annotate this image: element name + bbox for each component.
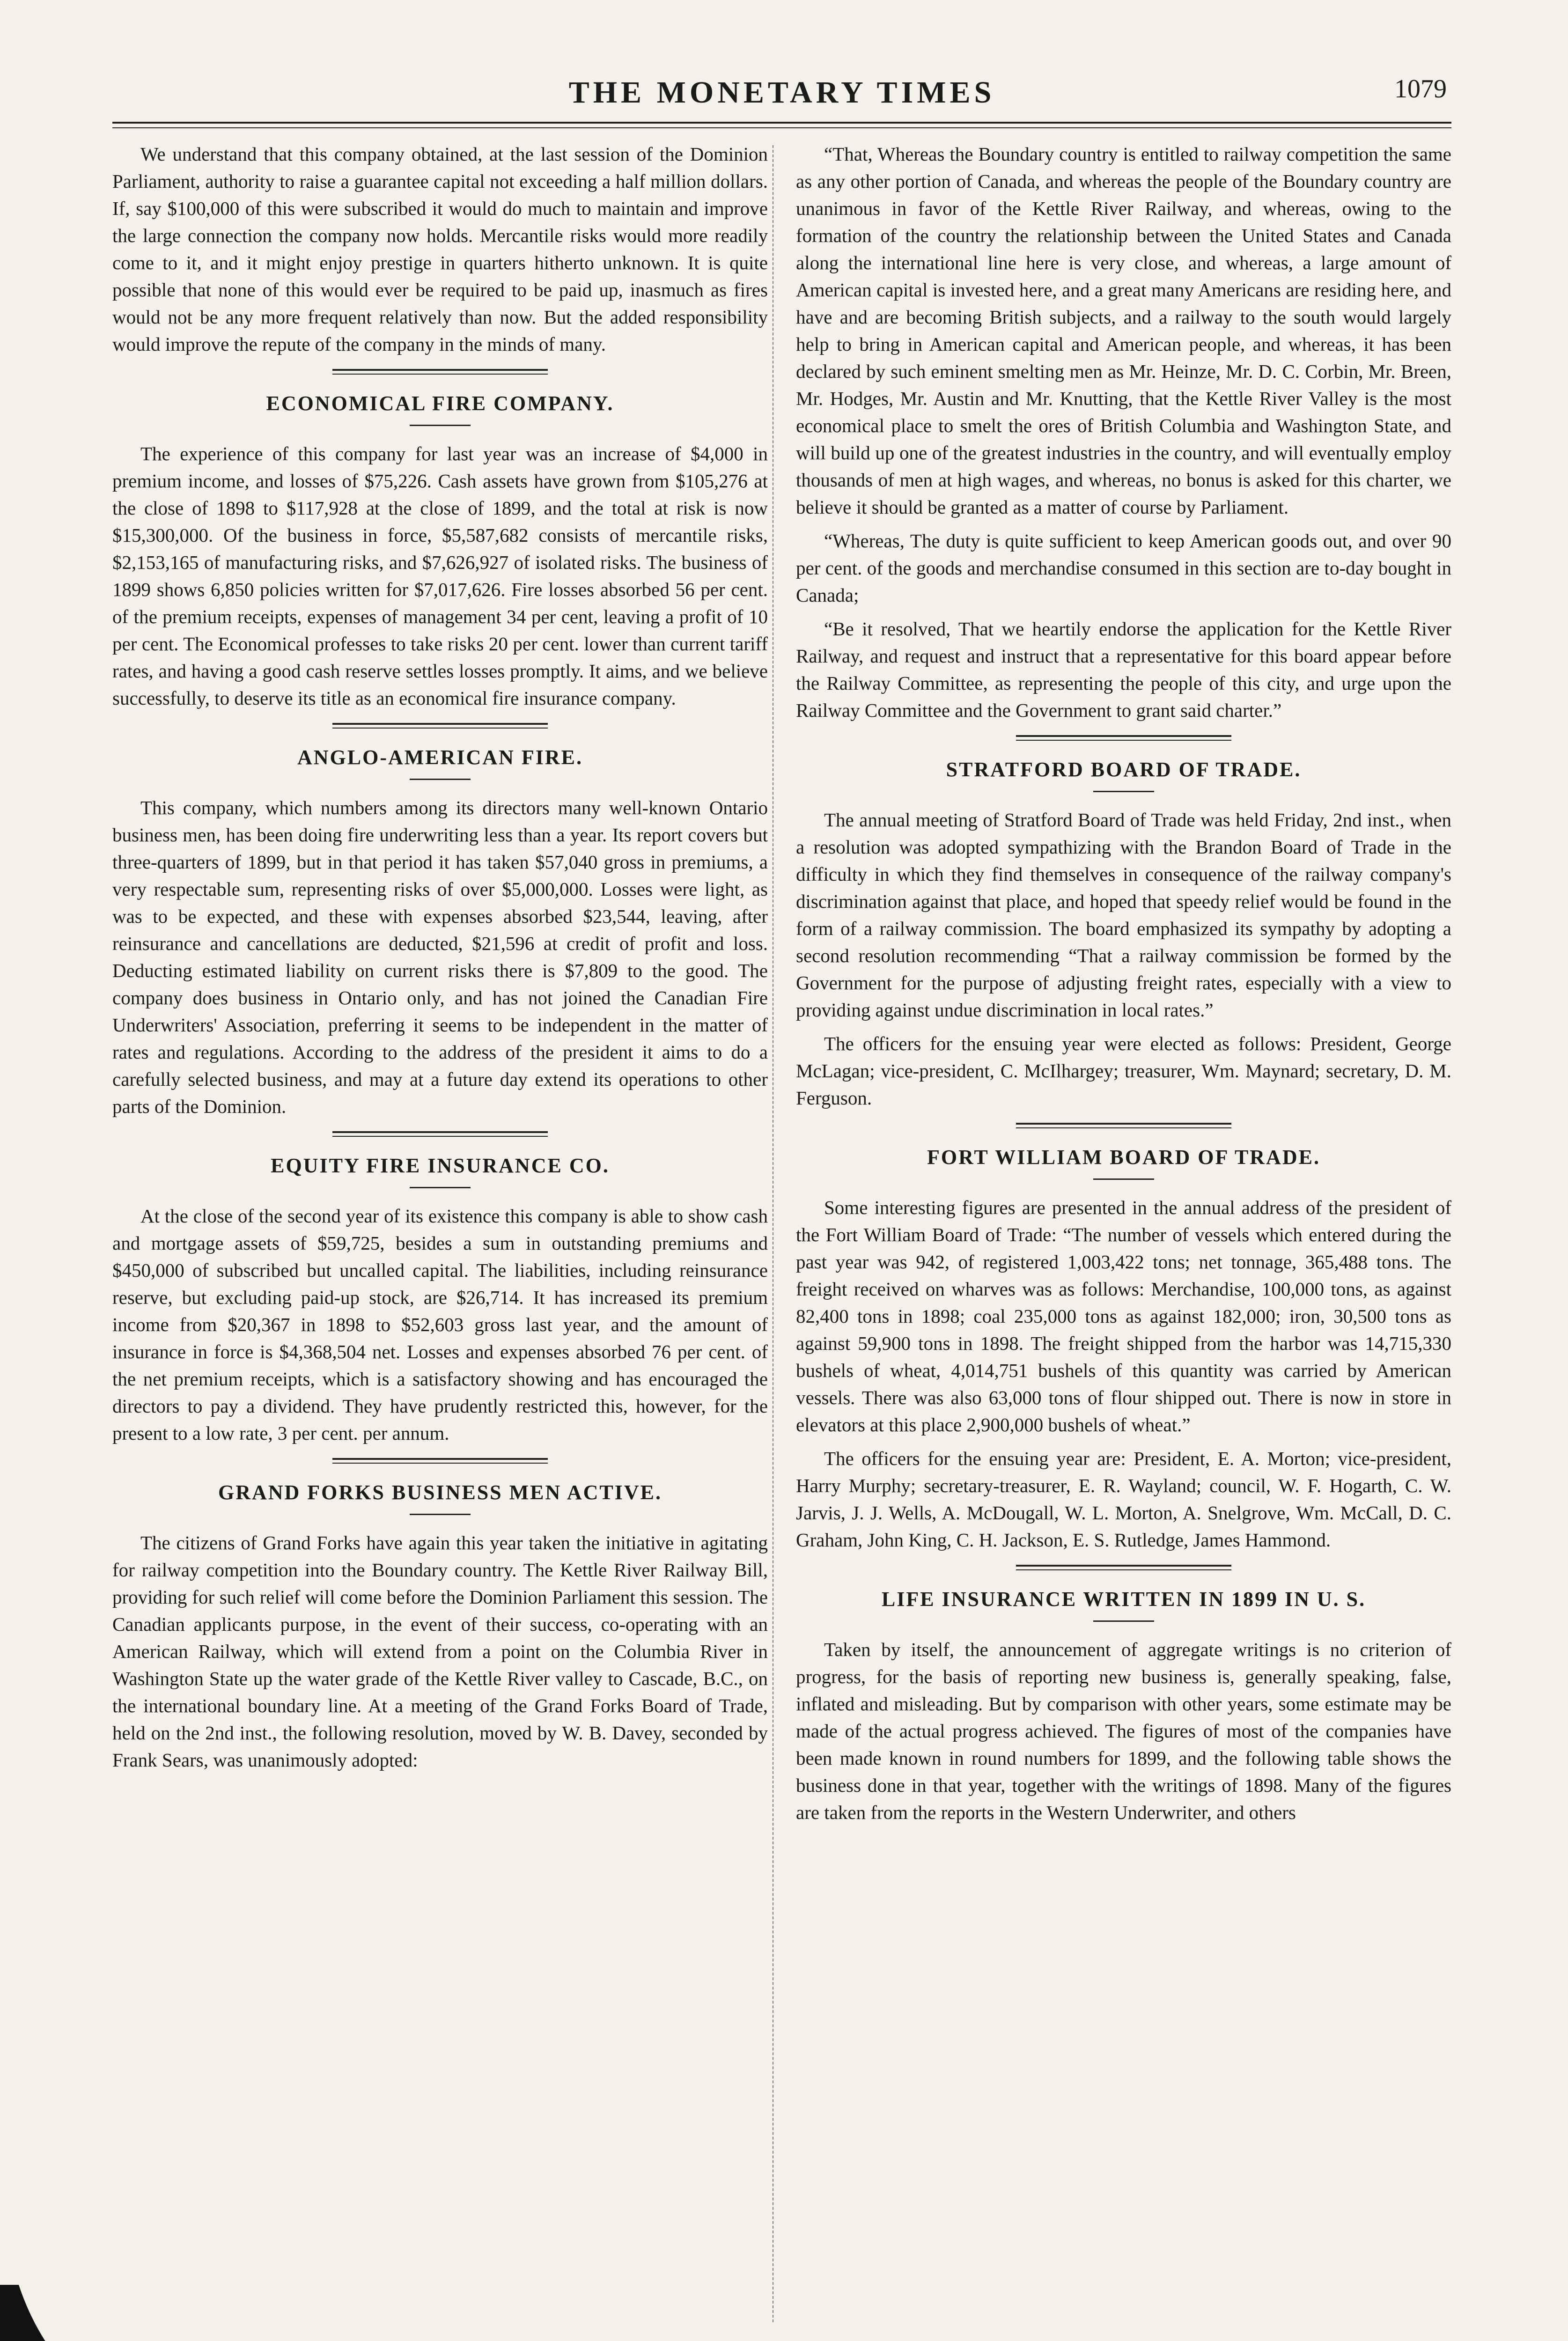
economical-fire-body: The experience of this company for last year was an increase of $4,000 in premium income, and losses of $75,226. Cash assets have grown from $105,276 at the close of 1898 to $117,928 at the close of 1899, and the total at risk is now $15,300,000. Of the business in force, $5,587,682 consists of mercantile risks, $2,153,165 of manufacturing risks, and $7,626,927 of isolated risks. The business of 1899 shows 6,850 policies written for $7,017,626. Fire losses absorbed 56 per cent. of the premium receipts, expenses of management 34 per cent, leaving a profit of 10 per cent. The Economical professes to take risks 20 per cent. lower than current tariff rates, and having a good cash reserve settles losses promptly. It aims, and we believe successfully, to deserve its title as an economical fire insurance company. (112, 443, 768, 709)
section-separator-thin (332, 728, 548, 729)
newspaper-title: THE MONETARY TIMES (568, 75, 995, 110)
heading-dash (1093, 1620, 1154, 1622)
anglo-american-body: This company, which numbers among its directors many well-known Ontario business men, has been doing fire underwriting less than a year. Its report covers but three-quarters of 1899, but in that period it has taken $57,040 gross in premiums, a very respectable sum, representing risks of over $5,000,000. Losses were light, as was to be expected, and these with expenses absorbed $23,544, leaving, after reinsurance and cancellations are deducted, $21,596 at credit of profit and loss. Deducting estimated liability on current risks there is $7,809 to the good. The company does business in Ontario only, and has not joined the Canadian Fire Underwriters' Association, preferring it seems to be independent in the matter of rates and regulations. According to the address of the president it aims to do a carefully selected business, and may at a future day extend its operations to other parts of the Dominion. (112, 797, 768, 1117)
stratford-paragraph-2: The officers for the ensuing year were elected as follows: President, George McLagan; vice-president, C. McIlhargey; treasurer, Wm. Maynard; secretary, D. M. Ferguson. (796, 1033, 1451, 1109)
equity-fire-heading: EQUITY FIRE INSURANCE CO. (271, 1154, 610, 1177)
intro-paragraph: We understand that this company obtained, at the last session of the Dominion Parliament, authority to raise a guarantee capital not exceeding a half million dollars. If, say $100,000 of this were subscribed it would do much to maintain and improve the large connection the company now holds. Mercantile risks would more readily come to it, and it might enjoy prestige in quarters hitherto unknown. It is quite possible that none of this would ever be required to be paid up, inasmuch as fires would not be any more frequent relatively than now. But the added responsibility would improve the repute of the company in the minds of many. (112, 143, 768, 355)
anglo-american-heading: ANGLO-AMERICAN FIRE. (297, 746, 583, 769)
resolution-paragraph-1: “That, Whereas the Boundary country is entitled to railway competition the same as any other portion of Canada, and whereas the people of the Boundary country are unanimous in favor of the Kettle River Railway, and whereas, owing to the formation of the country the relationship between the United States and Canada along the international line here is very close, and whereas, a large amount of American capital is invested here, and a great many Americans are residing here, and have and are becoming British subjects, and a railway to the south would largely help to bring in American capital and American people, and whereas, it has been declared by such eminent smelting men as Mr. Heinze, Mr. D. C. Corbin, Mr. Breen, Mr. Hodges, Mr. Austin and Mr. Knutting, that the Kettle River Valley is the most economical place to smelt the ores of British Columbia and Washington State, and will build up one of the greatest industries in the country, and will eventually employ thousands of men at high wages, and whereas, no bonus is asked for this charter, we believe it should be granted as a matter of course by Parliament. (796, 143, 1451, 518)
grand-forks-body: The citizens of Grand Forks have again this year taken the initiative in agitating for railway competition into the Boundary country. The Kettle River Railway Bill, providing for such relief will come before the Dominion Parliament this session. The Canadian applicants purpose, in the event of their success, co-operating with an American Railway, which will extend from a point on the Columbia River in Washington State up the water grade of the Kettle River valley to Cascade, B.C., on the international boundary line. At a meeting of the Grand Forks Board of Trade, held on the 2nd inst., the following resolution, moved by W. B. Davey, seconded by Frank Sears, was unanimously adopted: (112, 1532, 768, 1771)
section-separator-thin (332, 1136, 548, 1137)
resolution-paragraph-3: “Be it resolved, That we heartily endorse the application for the Kettle River Railway, and request and instruct that a representative for this board appear before the Railway Committee, as representing the people of this city, and urge upon the Railway Committee and the Government to grant said charter.” (796, 618, 1451, 721)
section-separator-thin (1016, 1127, 1231, 1128)
heading-dash (1093, 1178, 1154, 1180)
stratford-paragraph-1: The annual meeting of Stratford Board of Trade was held Friday, 2nd inst., when a resolution was adopted sympathizing with the Brandon Board of Trade in the difficulty in which they find themselves in consequence of the railway company's discrimination against that place, and hoped that speedy relief would be found in the form of a railway commission. The board emphasized its sympathy by adopting a second resolution recommending “That a railway commission be formed by the Government for the purpose of adjusting freight rates, especially with a view to providing against undue discrimination in local rates.” (796, 809, 1451, 1021)
section-separator (1016, 735, 1231, 737)
heading-dash (1093, 791, 1154, 792)
section-separator (1016, 1565, 1231, 1567)
fort-william-paragraph-2: The officers for the ensuing year are: President, E. A. Morton; vice-president, Harry Murphy; secretary-treasurer, E. R. Wayland; council, W. F. Hogarth, C. W. Jarvis, J. J. Wells, A. McDougall, W. L. Morton, A. Snelgrove, Wm. McCall, D. C. Graham, John King, C. H. Jackson, E. S. Rutledge, James Hammond. (796, 1448, 1451, 1551)
heading-dash (410, 1187, 471, 1188)
fort-william-paragraph-1: Some interesting figures are presented in the annual address of the president of the Fort William Board of Trade: “The number of vessels which entered during the past year was 942, of registered 1,003,422 tons; net tonnage, 365,488 tons. The freight received on wharves was as follows: Merchandise, 100,000 tons, as against 82,400 tons in 1898; coal 235,000 tons as against 182,000; iron, 30,500 tons as against 59,900 tons in 1898. The freight shipped from the harbor was 14,715,330 bushels of wheat, 4,014,751 bushels of this quantity was carried by American vessels. There was also 63,000 tons of flour shipped out. There is now in store in elevators at this place 2,900,000 bushels of wheat.” (796, 1197, 1451, 1436)
section-separator (332, 369, 548, 371)
section-separator (1016, 1123, 1231, 1125)
heading-dash (410, 1514, 471, 1515)
heading-dash (410, 779, 471, 780)
section-separator-thin (1016, 1569, 1231, 1570)
grand-forks-heading: GRAND FORKS BUSINESS MEN ACTIVE. (218, 1481, 663, 1504)
masthead-rule (112, 122, 1451, 124)
masthead (112, 61, 1451, 140)
section-separator-thin (332, 374, 548, 375)
section-separator-thin (332, 1463, 548, 1464)
section-separator (332, 723, 548, 725)
heading-dash (410, 425, 471, 426)
life-insurance-paragraph-1: Taken by itself, the announcement of aggregate writings is no criterion of progress, for the basis of reporting new business is, generally speaking, false, inflated and misleading. But by comparison with other years, some estimate may be made of the actual progress achieved. The figures of most of the companies have been made known in round numbers for 1899, and the following table shows the business done in that year, together with the writings of 1898. Many of the figures are taken from the reports in the Western Underwriter, and others (796, 1639, 1451, 1823)
masthead-rule-thin (112, 127, 1451, 128)
life-insurance-heading: LIFE INSURANCE WRITTEN IN 1899 IN U. S. (881, 1588, 1366, 1611)
equity-fire-body: At the close of the second year of its existence this company is able to show cash and mortgage assets of $59,725, besides a sum in outstanding premiums and $450,000 of subscribed but uncalled capital. The liabilities, including reinsurance reserve, but excluding paid-up stock, are $26,714. It has increased its premium income from $20,367 in 1898 to $52,603 gross last year, and the amount of insurance in force is $4,368,504 net. Losses and expenses absorbed 76 per cent. of the net premium receipts, which is a satisfactory showing and has encouraged the directors to pay a dividend. They have prudently restricted this, however, for the present to a low rate, 3 per cent. per annum. (112, 1205, 768, 1444)
resolution-paragraph-2: “Whereas, The duty is quite sufficient to keep American goods out, and over 90 per cent. of the goods and merchandise consumed in this section are to-day bought in Canada; (796, 530, 1451, 606)
right-column (796, 140, 1451, 2341)
left-column (112, 140, 768, 2341)
economical-fire-heading: ECONOMICAL FIRE COMPANY. (266, 392, 614, 415)
stratford-heading: STRATFORD BOARD OF TRADE. (946, 758, 1302, 781)
page-number: 1079 (1394, 74, 1447, 103)
binding-spine-shadow (0, 2285, 66, 2341)
section-separator-thin (1016, 740, 1231, 741)
fort-william-heading: FORT WILLIAM BOARD OF TRADE. (927, 1146, 1320, 1169)
section-separator (332, 1458, 548, 1460)
section-separator (332, 1131, 548, 1133)
